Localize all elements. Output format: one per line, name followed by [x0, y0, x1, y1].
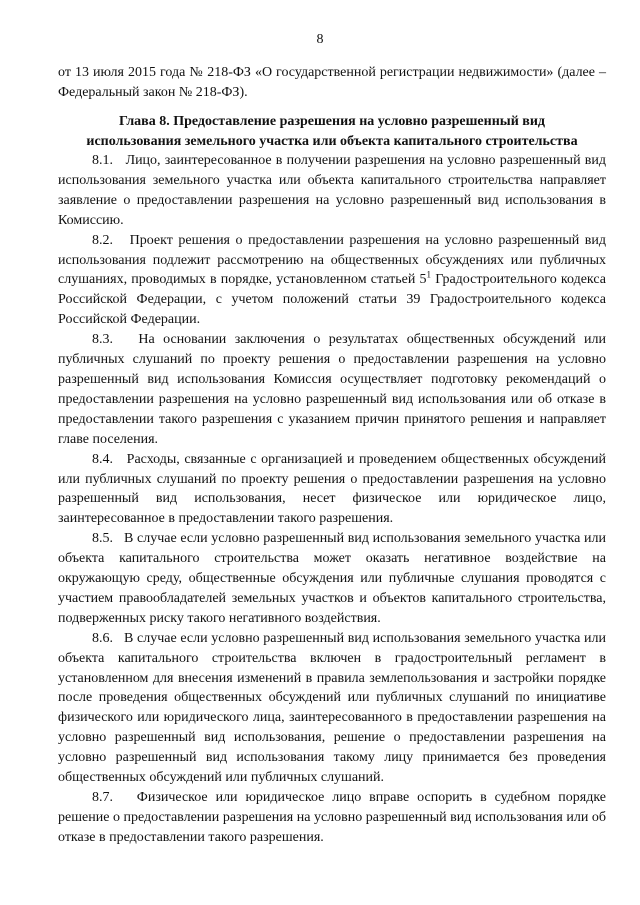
clause-8-4: 8.4. Расходы, связанные с организацией и проведением общественных обсуждений или публичных слушаний по проекту решения о предоставлении разрешения на условно разрешенный вид использования, несет физическое или юридическое лицо, заинтересованное в предоставлении такого разрешения.	[58, 451, 606, 527]
document-body	[58, 63, 606, 848]
clause-8-2	[58, 231, 606, 331]
clause-8-3: 8.3. На основании заключения о результатах общественных обсуждений или публичных слушаний по проекту решения о предоставлении разрешения на условно разрешенный вид использования Комиссия осуществляет подготовку рекомендаций о предоставлении разрешения на условно разрешенный вид использования или об отказе в предоставлении такого разрешения с указанием причин принятого решения и направляет главе поселения.	[58, 332, 606, 447]
clause-8-2-superscript: 1	[426, 269, 432, 280]
page-number: 8	[316, 32, 324, 47]
chapter-title	[58, 112, 606, 151]
clause-8-2-part-1: 8.2. Проект решения о предоставлении разрешения на условно разрешенный вид использования подлежит рассмотрению на общественных обсуждениях или публичных слушаниях, проводимых в порядке, установленном статьей 5	[58, 232, 606, 288]
clause-8-1: 8.1. Лицо, заинтересованное в получении разрешения на условно разрешенный вид использования земельного участка или объекта капитального строительства направляет заявление о предоставлении разрешения на условно разрешенный вид использования в Комиссию.	[58, 153, 606, 228]
chapter-title-line-1: Глава 8. Предоставление разрешения на условно разрешенный вид	[118, 114, 545, 129]
clause-8-7: 8.7. Физическое или юридическое лицо вправе оспорить в судебном порядке решение о предоставлении разрешения на условно разрешенный вид использования или об отказе в предоставлении такого разрешения.	[58, 790, 606, 845]
clause-8-6: 8.6. В случае если условно разрешенный вид использования земельного участка или объекта капитального строительства включен в градостроительный регламент в установленном для внесения изменений в правила землепользования и застройки порядке после проведения общественных обсуждений или публичных слушаний по инициативе физического или юридического лица, заинтересованного в предоставлении разрешения на условно разрешенный вид использования, решение о предоставлении разрешения на условно разрешенный вид использования такому лицу принимается без проведения общественных обсуждений или публичных слушаний.	[58, 630, 606, 786]
chapter-title-line-2: использования земельного участка или объекта капитального строительства	[86, 133, 578, 149]
clause-8-5: 8.5. В случае если условно разрешенный вид использования земельного участка или объекта капитального строительства может оказать негативное воздействие на окружающую среду, общественные обсуждения или публичные слушания проводятся с участием правообладателей земельных участков и объектов капитального строительства, подверженных риску такого негативного воздействия.	[58, 531, 606, 626]
clause-8-2-part-2: Градостроительного кодекса Российской Федерации, с учетом положений статьи 39 Градостроительного кодекса Российской Федерации.	[58, 272, 606, 328]
intro-text: от 13 июля 2015 года № 218-ФЗ «О государственной регистрации недвижимости» (далее – Федеральный закон № 218-ФЗ).	[58, 65, 606, 100]
